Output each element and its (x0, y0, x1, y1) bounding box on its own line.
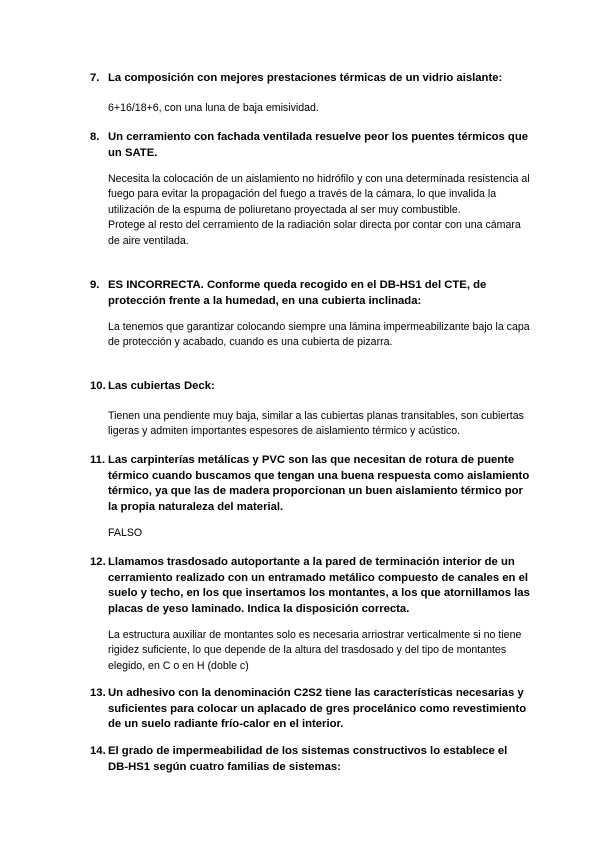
question-text: Un adhesivo con la denominación C2S2 tiene las características necesarias y suficientes para colocar un aplacado de gres procelánico como revestimiento de un suelo radiante frío-calor en el interior. (108, 687, 527, 730)
question-heading (90, 71, 530, 87)
question-item (90, 379, 530, 395)
answer-block (90, 628, 530, 674)
question-item (90, 686, 530, 733)
answer-text: FALSO (108, 527, 143, 539)
question-number: 11. (90, 454, 106, 466)
question-number: 8. (90, 131, 100, 143)
question-number: 10. (90, 380, 106, 392)
question-text: Llamamos trasdosado autoportante a la pared de terminación interior de un cerramiento realizado con un entramado metálico compuesto de canales en el suelo y techo, en los que insertamos los montantes, a los que atornillamos las placas de yeso laminado. Indica la disposición correcta. (108, 556, 530, 615)
question-text: Un cerramiento con fachada ventilada resuelve peor los puentes térmicos que un SATE. (108, 131, 529, 159)
question-number: 12. (90, 556, 106, 568)
question-number: 9. (90, 279, 100, 291)
question-heading (90, 686, 530, 733)
question-number: 7. (90, 72, 100, 84)
question-text: Las cubiertas Deck: (108, 380, 215, 392)
question-heading (90, 130, 530, 161)
answer-block (90, 320, 530, 351)
answer-block (90, 172, 530, 249)
question-heading (90, 278, 530, 309)
question-heading (90, 379, 530, 395)
question-item (90, 555, 530, 617)
answer-block (90, 101, 530, 116)
question-text: Las carpinterías metálicas y PVC son las que necesitan de rotura de puente térmico cuando buscamos que tengan una buena respuesta como aislamiento térmico, ya que las de madera proporcionan un buen aislamiento térmico por la propia naturaleza del material. (108, 454, 530, 513)
question-item (90, 71, 530, 87)
question-item (90, 453, 530, 515)
question-item (90, 744, 530, 775)
question-text: La composición con mejores prestaciones térmicas de un vidrio aislante: (108, 72, 503, 84)
question-number: 14. (90, 745, 106, 757)
question-heading (90, 744, 530, 775)
question-number: 13. (90, 687, 106, 699)
answer-text: Necesita la colocación de un aislamiento no hidrófilo y con una determinada resistencia al fuego para evitar la propagación del fuego a través de la cámara, lo que invalida la utilización de la espuma de poliuretano proyectada al ser muy combustible. (108, 173, 530, 216)
answer-text: Protege al resto del cerramiento de la radiación solar directa por contar con una cámara de aire ventilada. (108, 219, 521, 247)
answer-block (90, 526, 530, 541)
question-item (90, 130, 530, 161)
answer-text: La estructura auxiliar de montantes solo es necesaria arriostrar verticalmente si no tiene rigidez suficiente, lo que depende de la altura del trasdosado y del tipo de montantes elegido, en C o en H (doble c) (108, 629, 522, 672)
answer-text: Tienen una pendiente muy baja, similar a las cubiertas planas transitables, son cubiertas ligeras y admiten importantes espesores de aislamiento térmico y acústico. (108, 410, 524, 438)
answer-block (90, 409, 530, 440)
question-heading (90, 555, 530, 617)
question-text: El grado de impermeabilidad de los sistemas constructivos lo establece el DB-HS1 según cuatro familias de sistemas: (108, 745, 508, 773)
question-text: ES INCORRECTA. Conforme queda recogido en el DB-HS1 del CTE, de protección frente a la humedad, en una cubierta inclinada: (108, 279, 487, 307)
answer-text: 6+16/18+6, con una luna de baja emisividad. (108, 102, 319, 114)
question-item (90, 278, 530, 309)
question-heading (90, 453, 530, 515)
answer-text: La tenemos que garantizar colocando siempre una lámina impermeabilizante bajo la capa de protección y acabado, cuando es una cubierta de pizarra. (108, 321, 530, 349)
